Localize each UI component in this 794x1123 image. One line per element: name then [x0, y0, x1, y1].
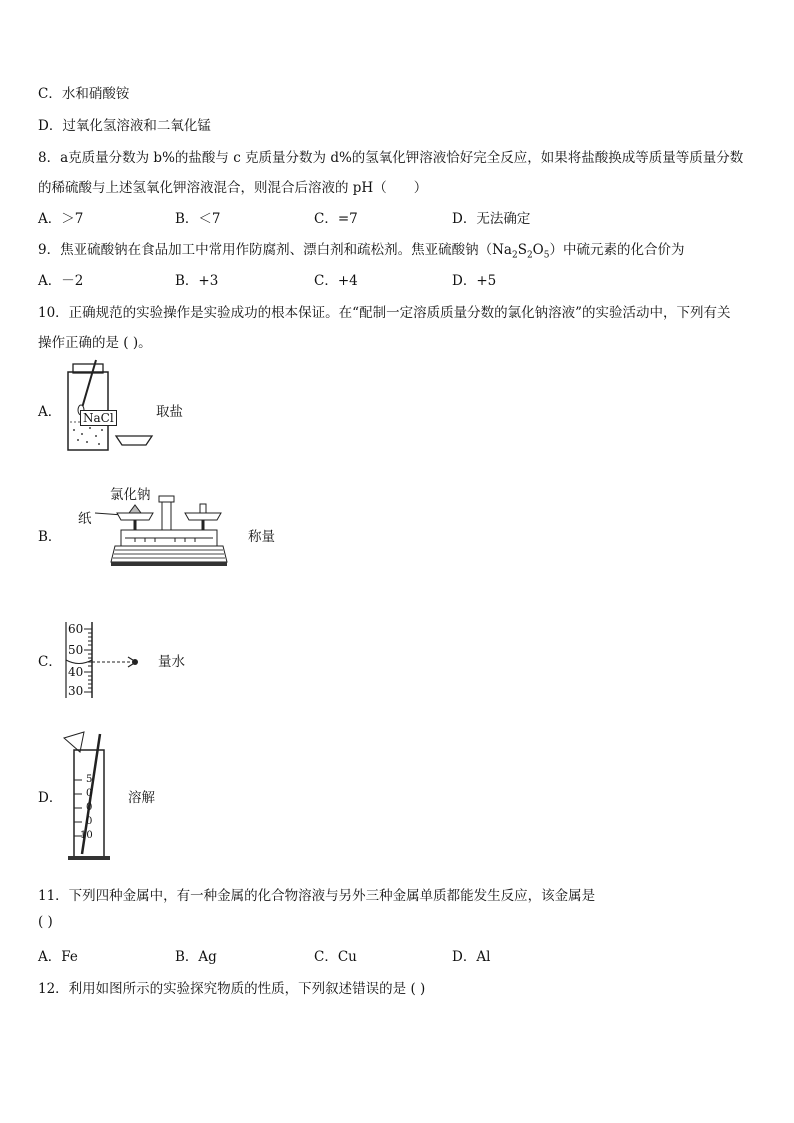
q10-c-letter: C． [38, 654, 62, 670]
sodium-chloride-label: 氯化钠 [110, 487, 151, 503]
cylinder-mark-30: 30 [68, 684, 84, 698]
q9-sub-s: 2 [526, 250, 533, 261]
q8-option-c: C．=7 [314, 211, 358, 227]
q11-option-c: C．Cu [314, 949, 357, 965]
q10-a-letter: A． [38, 404, 62, 420]
cylinder-mark-60: 60 [68, 622, 84, 636]
q8-option-d: D．无法确定 [452, 211, 531, 227]
q9-stem-end: ）中硫元素的化合价为 [549, 242, 685, 258]
q10-b-letter: B． [38, 529, 62, 545]
q10-stem-line1: 10．正确规范的实验操作是实验成功的根本保证。在“配制一定溶质质量分数的氯化钠溶液”的实验活动中，下列有关 [38, 305, 731, 321]
q11-option-b: B．Ag [175, 949, 217, 965]
q11-stem-line1: 11．下列四种金属中，有一种金属的化合物溶液与另外三种金属单质都能发生反应，该金属是 [38, 888, 596, 904]
balance-scale-figure [95, 488, 235, 578]
q12-stem: 12．利用如图所示的实验探究物质的性质，下列叙述错误的是 ( ) [38, 981, 426, 997]
q9-option-d: D．+5 [452, 273, 497, 289]
q9-stem-text: 9．焦亚硫酸钠在食品加工中常用作防腐剂、漂白剂和疏松剂。焦亚硫酸钠（Na [38, 242, 512, 258]
q9-o: O [532, 242, 544, 258]
q10-b-caption: 称量 [248, 529, 275, 545]
q7-option-d: D．过氧化氢溶液和二氧化锰 [38, 118, 211, 134]
q9-sub-o: 5 [543, 250, 550, 261]
q9-option-c: C．+4 [314, 273, 358, 289]
q8-options [38, 207, 738, 227]
q9-s: S [517, 242, 527, 258]
q9-sub-na: 2 [511, 250, 518, 261]
q8-stem-line1: 8．a克质量分数为 b%的盐酸与 c 克质量分数为 d%的氢氧化钾溶液恰好完全反应，如果将盐酸换成等质量等质量分数 [38, 150, 744, 166]
beaker-mark-3: 0 [86, 802, 93, 813]
q10-a-caption: 取盐 [156, 404, 183, 420]
beaker-mark-4: 0 [86, 816, 93, 827]
cylinder-mark-40: 40 [68, 665, 84, 679]
q9-option-b: B．+3 [175, 273, 219, 289]
nacl-bottle-label: NaCl [80, 410, 117, 426]
q8-option-b: B．＜7 [175, 211, 221, 227]
beaker-mark-5: 10 [80, 830, 93, 841]
q8-option-a: A．＞7 [38, 211, 84, 227]
q11-option-a: A．Fe [38, 949, 78, 965]
q10-d-letter: D． [38, 790, 63, 806]
beaker-mark-1: 5 [86, 774, 93, 785]
q10-c-caption: 量水 [158, 654, 185, 670]
q11-options [38, 945, 738, 965]
q11-option-d: D．Al [452, 949, 491, 965]
q9-options [38, 269, 738, 289]
q10-d-caption: 溶解 [128, 790, 155, 806]
dissolving-figure [62, 730, 132, 862]
q10-stem-line2: 操作正确的是 ( )。 [38, 335, 152, 351]
q9-option-a: A．－2 [38, 273, 84, 289]
salt-bottle-figure [62, 358, 162, 458]
q9-stem [38, 238, 684, 261]
paper-label: 纸 [78, 511, 92, 527]
q7-option-c: C．水和硝酸铵 [38, 86, 130, 102]
q11-stem-line2: ( ) [38, 914, 53, 930]
beaker-mark-2: 0 [86, 788, 93, 799]
q8-stem-line2: 的稀硫酸与上述氢氧化钾溶液混合，则混合后溶液的 pH（ ） [38, 180, 428, 196]
cylinder-mark-50: 50 [68, 643, 84, 657]
